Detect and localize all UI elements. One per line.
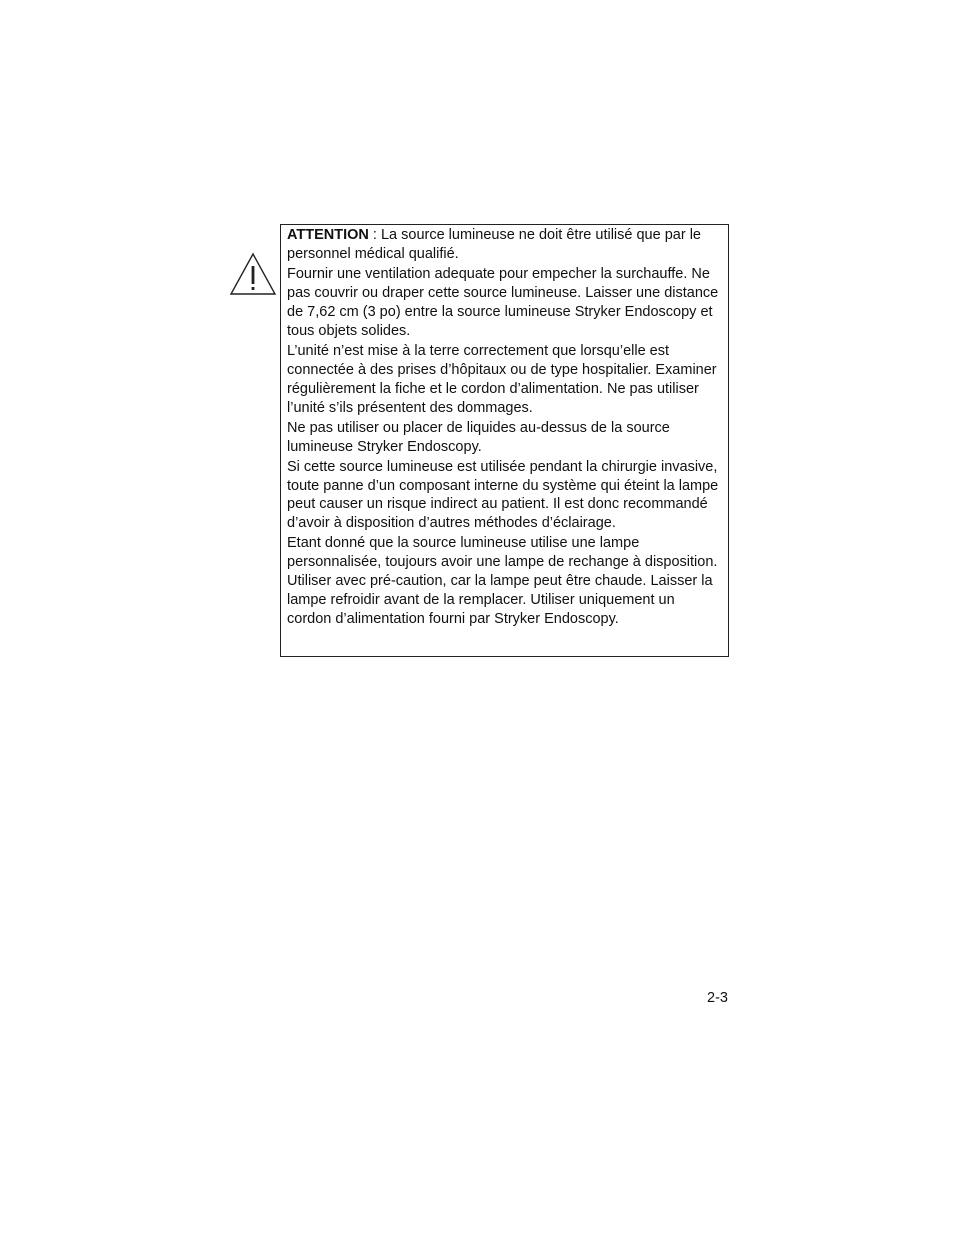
caution-paragraph-surgery: Si cette source lumineuse est utilisée pendant la chirurgie invasive, toute panne d’un composant interne du système qui éteint la lampe peut causer un risque indirect au patient. Il est donc recommandé d’avoir à disposition d’autres méthodes d’éclairage. <box>287 458 719 532</box>
warning-triangle-icon <box>229 252 277 296</box>
page-number: 2-3 <box>707 990 728 1006</box>
caution-paragraph-lamp: Etant donné que la source lumineuse utilise une lampe personnalisée, toujours avoir une lampe de rechange à disposition. Utiliser avec pré-caution, car la lampe peut être chaude. Laisser la lampe refroidir avant de la remplacer. Utiliser uniquement un cordon d’alimentation fourni par Stryker Endoscopy. <box>287 535 718 628</box>
caution-paragraph-liquids: Ne pas utiliser ou placer de liquides au-dessus de la source lumineuse Stryker Endoscopy. <box>287 419 670 455</box>
caution-paragraph-grounding: L’unité n’est mise à la terre correctement que lorsqu’elle est connectée à des prises d’hôpitaux ou de type hospitalier. Examiner régulièrement la fiche et le cordon d’alimentation. Ne pas utiliser l’unité s’ils présentent des dommages. <box>287 342 717 416</box>
caution-heading: ATTENTION <box>287 227 369 243</box>
caution-intro <box>287 226 720 264</box>
caution-box <box>280 224 729 657</box>
caution-intro-text: : La source lumineuse ne doit être utilisé que par le personnel médical qualifié. <box>287 227 701 262</box>
caution-paragraph-ventilation: Fournir une ventilation adequate pour empecher la surchauffe. Ne pas couvrir ou draper cette source lumineuse. Laisser une distance de 7,62 cm (3 po) entre la source lumineuse Stryker Endoscopy et tous objets solides. <box>287 266 719 339</box>
